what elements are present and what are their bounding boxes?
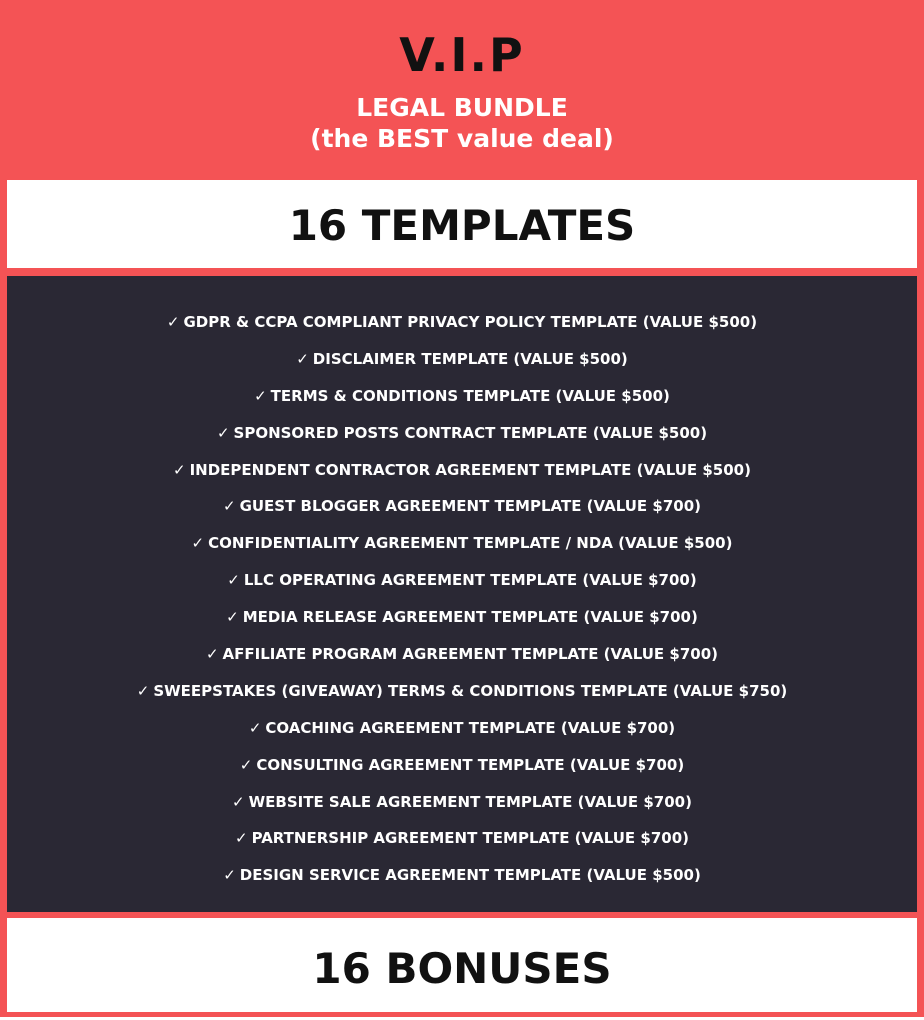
template-item-label: MEDIA RELEASE AGREEMENT TEMPLATE (VALUE $700) — [242, 608, 698, 627]
bundle-header — [0, 0, 924, 178]
templates-panel — [7, 276, 917, 912]
check-icon: ✓ — [296, 349, 309, 368]
template-item-label: DESIGN SERVICE AGREEMENT TEMPLATE (VALUE $500) — [239, 866, 701, 885]
templates-heading: 16 TEMPLATES — [7, 180, 917, 268]
template-item — [7, 710, 917, 747]
check-icon: ✓ — [166, 313, 180, 331]
template-item-label: TERMS & CONDITIONS TEMPLATE (VALUE $500) — [270, 386, 670, 405]
template-item-label: SWEEPSTAKES (GIVEAWAY) TERMS & CONDITIONS TEMPLATE (VALUE $750) — [153, 681, 788, 700]
template-item — [7, 747, 917, 784]
bundle-title: V.I.P — [399, 28, 525, 82]
check-icon: ✓ — [226, 608, 239, 627]
check-icon: ✓ — [205, 645, 219, 664]
template-item — [7, 599, 917, 636]
template-item — [7, 304, 917, 341]
template-item — [7, 525, 917, 562]
template-item — [7, 784, 917, 821]
template-item — [7, 488, 917, 525]
template-item-label: CONFIDENTIALITY AGREEMENT TEMPLATE / NDA (VALUE $500) — [208, 534, 733, 553]
template-item-label: LLC OPERATING AGREEMENT TEMPLATE (VALUE $700) — [243, 571, 697, 590]
template-item — [7, 857, 917, 894]
check-icon: ✓ — [232, 792, 245, 811]
check-icon: ✓ — [227, 571, 240, 590]
bundle-subtitle — [0, 92, 924, 154]
template-item — [7, 415, 917, 452]
check-icon: ✓ — [173, 460, 186, 479]
check-icon: ✓ — [248, 718, 262, 737]
template-item-label: GDPR & CCPA COMPLIANT PRIVACY POLICY TEMPLATE (VALUE $500) — [183, 313, 758, 331]
subtitle-line-1: LEGAL BUNDLE — [356, 93, 568, 122]
check-icon: ✓ — [136, 681, 150, 700]
template-item-label: DISCLAIMER TEMPLATE (VALUE $500) — [312, 349, 628, 368]
template-item-label: COACHING AGREEMENT TEMPLATE (VALUE $700) — [265, 718, 676, 737]
check-icon: ✓ — [222, 497, 236, 516]
check-icon: ✓ — [235, 829, 248, 848]
template-item-label: WEBSITE SALE AGREEMENT TEMPLATE (VALUE $700) — [248, 792, 692, 811]
template-item-label: GUEST BLOGGER AGREEMENT TEMPLATE (VALUE $700) — [239, 497, 701, 516]
check-icon: ✓ — [239, 755, 253, 774]
check-icon: ✓ — [216, 423, 230, 442]
check-icon: ✓ — [223, 866, 236, 885]
template-item-label: SPONSORED POSTS CONTRACT TEMPLATE (VALUE $500) — [233, 423, 708, 442]
bonuses-heading: 16 BONUSES — [7, 918, 917, 1012]
template-item — [7, 341, 917, 378]
template-item-label: CONSULTING AGREEMENT TEMPLATE (VALUE $700) — [256, 755, 685, 774]
template-item — [7, 452, 917, 489]
template-item-label: PARTNERSHIP AGREEMENT TEMPLATE (VALUE $700) — [251, 829, 689, 848]
check-icon: ✓ — [254, 386, 267, 405]
template-item — [7, 378, 917, 415]
template-item-label: AFFILIATE PROGRAM AGREEMENT TEMPLATE (VALUE $700) — [222, 645, 719, 664]
template-item — [7, 636, 917, 673]
template-item — [7, 820, 917, 857]
check-icon: ✓ — [191, 534, 205, 553]
templates-list — [7, 304, 917, 894]
subtitle-line-2: (the BEST value deal) — [310, 124, 614, 153]
template-item — [7, 562, 917, 599]
template-item-label: INDEPENDENT CONTRACTOR AGREEMENT TEMPLATE (VALUE $500) — [189, 460, 751, 479]
template-item — [7, 673, 917, 710]
